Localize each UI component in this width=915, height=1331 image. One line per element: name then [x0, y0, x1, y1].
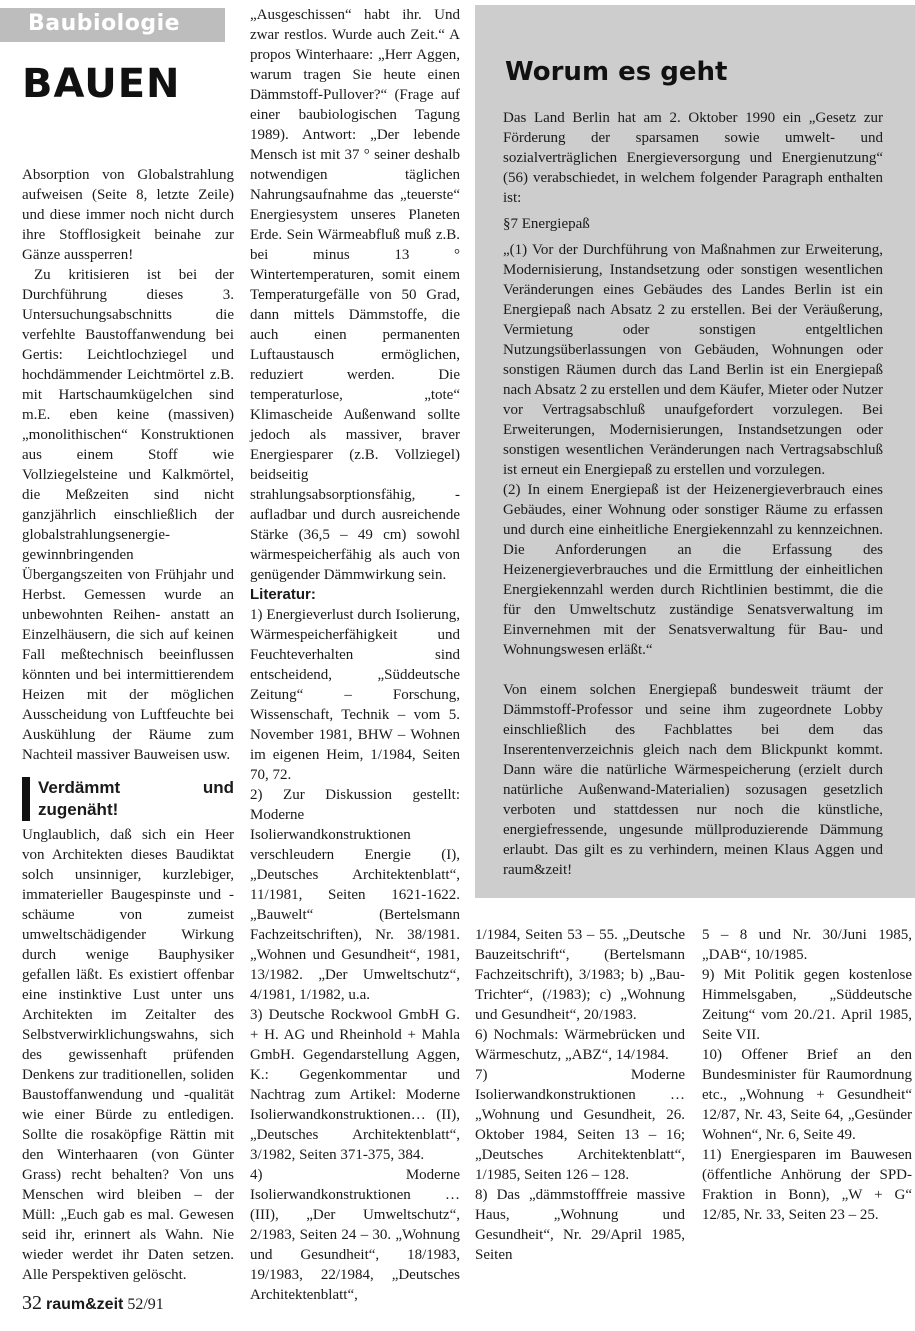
- box-law-paragraph: „(1) Vor der Durchführung von Maßnahmen zur Erweiterung, Modernisierung, Instandsetzung oder sonstigen wesentlichen Veränderungen eines Gebäudes des Landes Berlin ist ein Energiepaß nach Absatz 2 zu erstellen. Bei der Veräußerung, Vermietung oder sonstigen entgeltlichen Nutzungsüberlassungen von Gebäuden, Wohnungen oder sonstigen Räumen durch das Land Berlin ist ein Energiepaß nach Absatz 2 zu erstellen und dem Käufer, Mieter oder Nutzer vor Vertragsabschluß unaufgefordert vorzulegen. Bei Erweiterungen, Modernisierungen, Instandsetzungen oder sonstigen wesentlichen Veränderungen nach Vertragsabschluß ist erneut ein Energiepaß zu erstellen und vorzulegen.: [503, 242, 883, 478]
- column-4: [702, 925, 912, 1225]
- reference-item: 8) Das „dämmstofffreie massive Haus, „Wohnung und Gesundheit“, Nr. 29/April 1985, Seiten: [475, 1187, 685, 1263]
- box-outro: Von einem solchen Energiepaß bundesweit träumt der Dämmstoff-Professor und seine ihm zugeordnete Lobby einschließlich des Fachblattes bei dem das Inserentenverzeichnis gleich nach dem Blickpunkt kommt. Dann wäre die natürliche Wärmespeicherung (erzielt durch natürliche Außenwand-Materialien) sozusagen gesetzlich verboten und stattdessen nur noch die künstliche, energiefressende, ungesunde müllproduzierende Dämmung erlaubt. Das gilt es zu verhindern, meinen Klaus Aggen und raum&zeit!: [503, 682, 883, 878]
- page-footer: [22, 1292, 164, 1316]
- column-3: [475, 925, 685, 1265]
- reference-item: 6) Nochmals: Wärmebrücken und Wärmeschutz, „ABZ“, 14/1984.: [475, 1027, 685, 1063]
- reference-item: 7) Moderne Isolierwandkonstruktionen … „Wohnung und Gesundheit, 26. Oktober 1984, Seiten 13 – 16; „Deutsches Architektenblatt“, 1/1985, Seiten 126 – 128.: [475, 1067, 685, 1183]
- box-title: Worum es geht: [505, 57, 728, 87]
- reference-item: 2) Zur Diskussion gestellt: Moderne Isolierwandkonstruktionen verschleudern Energie (I), „Deutsches Architektenblatt“, 11/1981, Seiten 1621-1622. „Bauwelt“ (Bertelsmann Fachzeitschriften), Nr. 38/1981. „Wohnen und Gesundheit“, 1981, 13/1982. „Der Umweltschutz“, 4/1981, 1/1982, u.a.: [250, 787, 460, 1003]
- box-body: [503, 108, 883, 880]
- subheading-bar: [22, 777, 30, 821]
- subheading-text: Verdämmt und zugenäht!: [38, 778, 234, 819]
- reference-item: 4) Moderne Isolierwandkonstruktionen … (III), „Der Umweltschutz“, 2/1983, Seiten 24 – 30. „Wohnung und Gesundheit“, 18/1983, 19/1983, 22/1984, „Deutsches Architektenblatt“,: [250, 1167, 460, 1303]
- box-law-paragraph: (2) In einem Energiepaß ist der Heizenergieverbrauch eines Gebäudes, einer Wohnung oder sonstiger Räume zu erfassen und durch eine einheitliche Energiekennzahl zu kennzeichnen. Die Anforderungen an die Erfassung des Heizenergieverbrauches und die Ermittlung der einheitlichen Energiekennzahl werden durch Richtlinien bestimmt, die die für den Umweltschutz zuständige Senatsverwaltung im Einvernehmen mit der Senatsverwaltung für Bau- und Wohnungswesen erläßt.“: [503, 482, 883, 658]
- reference-item: 5 – 8 und Nr. 30/Juni 1985, „DAB“, 10/1985.: [702, 927, 912, 963]
- column-2: [250, 5, 460, 1305]
- reference-item: 9) Mit Politik gegen kostenlose Himmelsgaben, „Süddeutsche Zeitung“ vom 20./21. April 1985, Seite VII.: [702, 967, 912, 1043]
- col1-paragraph: Unglaublich, daß sich ein Heer von Architekten dieses Baudiktat solch unsinniger, kurzlebiger, immaterieller Baugespinste und -schäume von zumeist umweltschädigender Wirkung durch wenige Bauphysiker gefallen läßt. Es existiert offenbar eine instinktive Lust unter uns Architekten im Zeitalter des Selbstverwirklichungswahns, sich des gewissenhaft prüfenden Denkens zur traditionellen, soliden Baustoffanwendung und -qualität wie einer Bürde zu entledigen. Sollte die rosaköpfige Rättin mit den Winterhaaren (von Günter Grass) recht behalten? Von uns Menschen wird bleiben – der Müll: „Euch gab es mal. Gewesen seid ihr, erinnert als Wahn. Nie wieder werdet ihr Daten setzen. Alle Perspektiven gelöscht.: [22, 827, 234, 1283]
- section-tag: [0, 8, 225, 42]
- col2-paragraph: „Ausgeschissen“ habt ihr. Und zwar restlos. Wurde auch Zeit.“ A propos Winterhaare: „Herr Aggen, warum tragen Sie heute einen Dämmstoff-Pullover?“ (Frage auf einer baubiologischen Tagung 1989). Antwort: „Der lebende Mensch ist mit 37 ° seiner deshalb notwendigen täglichen Nahrungsaufnahme das „teuerste“ Energiesystem unseres Planeten Erde. Sein Wärmeabfluß muß z.B. bei minus 13 ° Wintertemperaturen, somit einem Temperaturgefälle von 50 Grad, dann mittels Dämmstoffe, die auch einen permanenten Luftaustausch ermöglichen, reduziert werden. Die temperaturlose, „tote“ Klimascheide Außenwand sollte jedoch als massiver, braver Energiesparer (z.B. Vollziegel) beidseitig strahlungsabsorptionsfähig, -aufladbar und durch ausreichende Stärke (36,5 – 49 cm) sowohl wärmespeicherfähig als auch von genügender Dämmwirkung sein.: [250, 7, 460, 583]
- literature-heading: Literatur:: [250, 586, 316, 603]
- reference-item: 1/1984, Seiten 53 – 55. „Deutsche Bauzeitschrift“, (Bertelsmann Fachzeitschrift), 3/1983; b) „Bau-Trichter“, (/1983); c) „Wohnung und Gesundheit“, 20/1983.: [475, 927, 685, 1023]
- box-intro: Das Land Berlin hat am 2. Oktober 1990 ein „Gesetz zur Förderung der sparsamen sowie umwelt- und sozialverträglichen Energieversorgung und Energienutzung“ (56) verabschiedet, in welchem folgender Paragraph enthalten ist:: [503, 110, 883, 206]
- headline: BAUEN: [22, 61, 181, 107]
- reference-item: 3) Deutsche Rockwool GmbH G. + H. AG und Rheinhold + Mahla GmbH. Gegendarstellung Aggen, K.: Gegenkommentar und Nachtrag zum Artikel: Moderne Isolierwandkonstruktionen… (II), „Deutsches Architektenblatt“, 3/1982, Seiten 371-375, 384.: [250, 1007, 460, 1163]
- col1-paragraph: Zu kritisieren ist bei der Durchführung dieses 3. Untersuchungsabschnitts die verfehlte Baustoffanwendung bei Gertis: Leichtlochziegel und hochdämmender Leichtmörtel z.B. mit Hartschaumkügelchen sind m.E. eben keine (massiven) „monolithischen“ Konstruktionen aus einem Stoff wie Vollziegelsteine und Kalkmörtel, die Meßzeiten sind nicht ganzjährlich einschließlich der globalstrahlungsenergie-gewinnbringenden Übergangszeiten von Frühjahr und Herbst. Gemessen wurde an unbewohnten Reihen- anstatt an Einzelhäusern, die sich auf keinen Fall meßtechnisch beeinflussen könnten und bei intermittierendem Heizen mit der möglichen Ausscheidung von Luftfeuchte bei Auskühlung der Räume zum Nachteil massiver Bauweisen usw.: [22, 267, 234, 763]
- box-paragraph-heading: §7 Energiepaß: [503, 216, 590, 232]
- reference-item: 11) Energiesparen im Bauwesen (öffentliche Anhörung der SPD-Fraktion in Bonn), „W + G“ 12/85, Nr. 33, Seiten 23 – 25.: [702, 1147, 912, 1223]
- issue-number: 52/91: [127, 1296, 164, 1313]
- subheading: [22, 777, 234, 821]
- reference-item: 1) Energieverlust durch Isolierung, Wärmespeicherfähigkeit und Feuchteverhalten sind entscheidend, „Süddeutsche Zeitung“ – Forschung, Wissenschaft, Technik – vom 5. November 1981, BHW – Wohnen im eigenen Heim, 1/1984, Seiten 70, 72.: [250, 607, 460, 783]
- col1-paragraph: Absorption von Globalstrahlung aufweisen (Seite 8, letzte Zeile) und diese immer noch nicht durch ihre Stofflosigkeit beinahe zur Gänze aussperren!: [22, 167, 234, 263]
- column-1: [22, 165, 234, 1285]
- reference-item: 10) Offener Brief an den Bundesminister für Raumordnung etc., „Wohnung + Gesundheit“ 12/87, Nr. 43, Seite 64, „Gesünder Wohnen“, Nr. 6, Seite 49.: [702, 1047, 912, 1143]
- page-number: 32: [22, 1292, 42, 1314]
- section-tag-label: Baubiologie: [28, 11, 181, 36]
- magazine-name: raum&zeit: [46, 1296, 124, 1313]
